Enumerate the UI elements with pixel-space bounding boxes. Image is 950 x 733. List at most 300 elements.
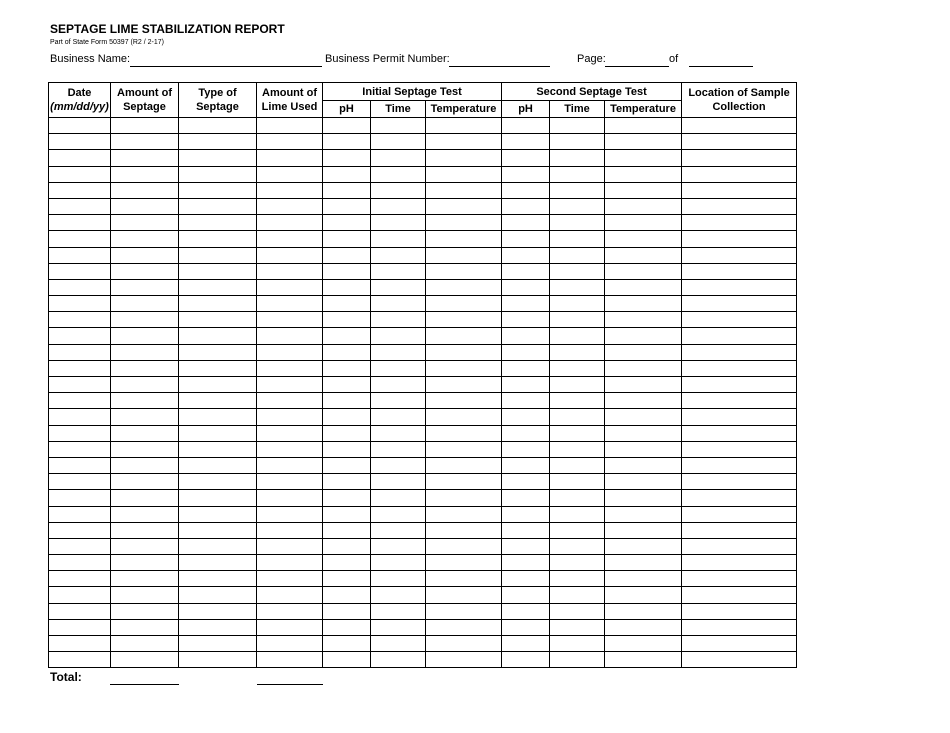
table-cell[interactable]: [179, 522, 257, 538]
table-cell[interactable]: [426, 377, 502, 393]
table-cell[interactable]: [550, 571, 605, 587]
table-cell[interactable]: [257, 636, 323, 652]
table-cell[interactable]: [179, 555, 257, 571]
table-cell[interactable]: [111, 247, 179, 263]
table-cell[interactable]: [323, 538, 371, 554]
table-cell[interactable]: [550, 393, 605, 409]
table-cell[interactable]: [426, 231, 502, 247]
table-cell[interactable]: [502, 263, 550, 279]
table-cell[interactable]: [49, 619, 111, 635]
table-cell[interactable]: [502, 279, 550, 295]
table-cell[interactable]: [605, 360, 682, 376]
table-cell[interactable]: [502, 441, 550, 457]
table-cell[interactable]: [605, 344, 682, 360]
table-cell[interactable]: [323, 409, 371, 425]
table-cell[interactable]: [371, 393, 426, 409]
table-cell[interactable]: [426, 198, 502, 214]
table-cell[interactable]: [682, 344, 797, 360]
table-cell[interactable]: [111, 506, 179, 522]
table-cell[interactable]: [371, 215, 426, 231]
table-cell[interactable]: [371, 360, 426, 376]
table-cell[interactable]: [426, 409, 502, 425]
table-cell[interactable]: [323, 587, 371, 603]
table-cell[interactable]: [49, 587, 111, 603]
table-cell[interactable]: [257, 474, 323, 490]
table-cell[interactable]: [111, 118, 179, 134]
table-cell[interactable]: [371, 425, 426, 441]
table-cell[interactable]: [605, 247, 682, 263]
table-cell[interactable]: [111, 231, 179, 247]
table-cell[interactable]: [426, 360, 502, 376]
table-cell[interactable]: [682, 360, 797, 376]
table-cell[interactable]: [49, 457, 111, 473]
table-cell[interactable]: [550, 263, 605, 279]
table-cell[interactable]: [111, 344, 179, 360]
table-cell[interactable]: [682, 296, 797, 312]
table-cell[interactable]: [371, 247, 426, 263]
table-cell[interactable]: [371, 538, 426, 554]
table-cell[interactable]: [550, 441, 605, 457]
table-cell[interactable]: [49, 490, 111, 506]
table-cell[interactable]: [179, 506, 257, 522]
table-cell[interactable]: [323, 377, 371, 393]
table-cell[interactable]: [502, 457, 550, 473]
table-cell[interactable]: [682, 312, 797, 328]
table-cell[interactable]: [605, 312, 682, 328]
table-cell[interactable]: [111, 166, 179, 182]
permit-number-field[interactable]: [449, 66, 550, 67]
table-cell[interactable]: [179, 538, 257, 554]
table-cell[interactable]: [426, 312, 502, 328]
table-cell[interactable]: [111, 571, 179, 587]
table-cell[interactable]: [371, 619, 426, 635]
table-cell[interactable]: [323, 118, 371, 134]
table-cell[interactable]: [371, 603, 426, 619]
table-cell[interactable]: [502, 603, 550, 619]
table-cell[interactable]: [257, 134, 323, 150]
table-cell[interactable]: [49, 636, 111, 652]
table-cell[interactable]: [605, 490, 682, 506]
table-cell[interactable]: [49, 279, 111, 295]
table-cell[interactable]: [502, 150, 550, 166]
table-cell[interactable]: [605, 571, 682, 587]
table-cell[interactable]: [257, 198, 323, 214]
table-cell[interactable]: [426, 425, 502, 441]
table-cell[interactable]: [502, 328, 550, 344]
table-cell[interactable]: [323, 150, 371, 166]
table-cell[interactable]: [257, 603, 323, 619]
table-cell[interactable]: [550, 409, 605, 425]
table-cell[interactable]: [323, 344, 371, 360]
table-cell[interactable]: [111, 215, 179, 231]
table-cell[interactable]: [49, 150, 111, 166]
table-cell[interactable]: [323, 506, 371, 522]
table-cell[interactable]: [257, 279, 323, 295]
table-cell[interactable]: [550, 587, 605, 603]
table-cell[interactable]: [257, 619, 323, 635]
table-cell[interactable]: [257, 425, 323, 441]
table-cell[interactable]: [257, 247, 323, 263]
table-cell[interactable]: [111, 279, 179, 295]
table-cell[interactable]: [502, 490, 550, 506]
table-cell[interactable]: [426, 166, 502, 182]
table-cell[interactable]: [550, 312, 605, 328]
table-cell[interactable]: [257, 506, 323, 522]
table-cell[interactable]: [111, 425, 179, 441]
table-cell[interactable]: [682, 506, 797, 522]
table-cell[interactable]: [323, 457, 371, 473]
table-cell[interactable]: [682, 377, 797, 393]
table-cell[interactable]: [605, 134, 682, 150]
table-cell[interactable]: [502, 134, 550, 150]
table-cell[interactable]: [502, 571, 550, 587]
table-cell[interactable]: [323, 134, 371, 150]
table-cell[interactable]: [502, 312, 550, 328]
table-cell[interactable]: [371, 328, 426, 344]
table-cell[interactable]: [550, 377, 605, 393]
table-cell[interactable]: [605, 636, 682, 652]
table-cell[interactable]: [682, 328, 797, 344]
table-cell[interactable]: [502, 587, 550, 603]
table-cell[interactable]: [323, 636, 371, 652]
table-cell[interactable]: [49, 312, 111, 328]
table-cell[interactable]: [550, 166, 605, 182]
table-cell[interactable]: [49, 166, 111, 182]
table-cell[interactable]: [682, 490, 797, 506]
table-cell[interactable]: [502, 182, 550, 198]
table-cell[interactable]: [49, 506, 111, 522]
table-cell[interactable]: [111, 587, 179, 603]
table-cell[interactable]: [371, 134, 426, 150]
table-cell[interactable]: [371, 279, 426, 295]
table-cell[interactable]: [257, 587, 323, 603]
table-cell[interactable]: [257, 328, 323, 344]
table-cell[interactable]: [111, 474, 179, 490]
table-cell[interactable]: [323, 425, 371, 441]
table-cell[interactable]: [111, 296, 179, 312]
table-cell[interactable]: [257, 571, 323, 587]
table-cell[interactable]: [179, 215, 257, 231]
table-cell[interactable]: [371, 150, 426, 166]
table-cell[interactable]: [49, 555, 111, 571]
table-cell[interactable]: [605, 425, 682, 441]
table-cell[interactable]: [371, 636, 426, 652]
table-cell[interactable]: [550, 296, 605, 312]
table-cell[interactable]: [111, 652, 179, 668]
table-cell[interactable]: [323, 522, 371, 538]
table-cell[interactable]: [682, 231, 797, 247]
table-cell[interactable]: [371, 490, 426, 506]
table-cell[interactable]: [49, 263, 111, 279]
table-cell[interactable]: [49, 522, 111, 538]
table-cell[interactable]: [49, 425, 111, 441]
table-cell[interactable]: [323, 279, 371, 295]
table-cell[interactable]: [426, 587, 502, 603]
table-cell[interactable]: [179, 360, 257, 376]
table-cell[interactable]: [49, 652, 111, 668]
table-cell[interactable]: [426, 150, 502, 166]
table-cell[interactable]: [111, 457, 179, 473]
table-cell[interactable]: [371, 166, 426, 182]
table-cell[interactable]: [605, 538, 682, 554]
table-cell[interactable]: [111, 328, 179, 344]
table-cell[interactable]: [371, 409, 426, 425]
table-cell[interactable]: [550, 328, 605, 344]
table-cell[interactable]: [179, 474, 257, 490]
table-cell[interactable]: [179, 652, 257, 668]
table-cell[interactable]: [323, 215, 371, 231]
table-cell[interactable]: [605, 182, 682, 198]
table-cell[interactable]: [179, 118, 257, 134]
table-cell[interactable]: [371, 296, 426, 312]
table-cell[interactable]: [605, 619, 682, 635]
total-septage-field[interactable]: [110, 684, 179, 685]
table-cell[interactable]: [426, 538, 502, 554]
table-cell[interactable]: [49, 603, 111, 619]
table-cell[interactable]: [502, 506, 550, 522]
table-cell[interactable]: [502, 474, 550, 490]
table-cell[interactable]: [682, 182, 797, 198]
table-cell[interactable]: [426, 134, 502, 150]
table-cell[interactable]: [257, 490, 323, 506]
table-cell[interactable]: [323, 296, 371, 312]
table-cell[interactable]: [323, 263, 371, 279]
table-cell[interactable]: [257, 538, 323, 554]
table-cell[interactable]: [111, 490, 179, 506]
table-cell[interactable]: [111, 312, 179, 328]
table-cell[interactable]: [426, 328, 502, 344]
table-cell[interactable]: [682, 587, 797, 603]
table-cell[interactable]: [502, 377, 550, 393]
table-cell[interactable]: [179, 344, 257, 360]
page-number-field[interactable]: [605, 66, 669, 67]
table-cell[interactable]: [502, 555, 550, 571]
page-total-field[interactable]: [689, 66, 753, 67]
table-cell[interactable]: [323, 182, 371, 198]
table-cell[interactable]: [426, 571, 502, 587]
table-cell[interactable]: [111, 409, 179, 425]
table-cell[interactable]: [550, 522, 605, 538]
table-cell[interactable]: [323, 619, 371, 635]
table-cell[interactable]: [550, 490, 605, 506]
table-cell[interactable]: [179, 441, 257, 457]
table-cell[interactable]: [426, 457, 502, 473]
table-cell[interactable]: [502, 215, 550, 231]
table-cell[interactable]: [257, 231, 323, 247]
table-cell[interactable]: [111, 393, 179, 409]
table-cell[interactable]: [371, 457, 426, 473]
table-cell[interactable]: [550, 425, 605, 441]
table-cell[interactable]: [179, 279, 257, 295]
table-cell[interactable]: [502, 425, 550, 441]
table-cell[interactable]: [682, 636, 797, 652]
table-cell[interactable]: [550, 555, 605, 571]
table-cell[interactable]: [605, 409, 682, 425]
table-cell[interactable]: [49, 247, 111, 263]
table-cell[interactable]: [257, 312, 323, 328]
table-cell[interactable]: [111, 198, 179, 214]
table-cell[interactable]: [49, 409, 111, 425]
table-cell[interactable]: [502, 198, 550, 214]
table-cell[interactable]: [502, 344, 550, 360]
table-cell[interactable]: [682, 474, 797, 490]
table-cell[interactable]: [49, 328, 111, 344]
table-cell[interactable]: [257, 215, 323, 231]
table-cell[interactable]: [502, 393, 550, 409]
table-cell[interactable]: [49, 231, 111, 247]
table-cell[interactable]: [323, 312, 371, 328]
table-cell[interactable]: [426, 474, 502, 490]
table-cell[interactable]: [502, 166, 550, 182]
table-cell[interactable]: [682, 393, 797, 409]
table-cell[interactable]: [49, 441, 111, 457]
table-cell[interactable]: [682, 425, 797, 441]
table-cell[interactable]: [323, 328, 371, 344]
table-cell[interactable]: [179, 571, 257, 587]
table-cell[interactable]: [502, 538, 550, 554]
table-cell[interactable]: [323, 393, 371, 409]
table-cell[interactable]: [426, 263, 502, 279]
table-cell[interactable]: [257, 166, 323, 182]
table-cell[interactable]: [682, 441, 797, 457]
table-cell[interactable]: [371, 312, 426, 328]
table-cell[interactable]: [605, 474, 682, 490]
table-cell[interactable]: [550, 538, 605, 554]
table-cell[interactable]: [257, 296, 323, 312]
table-cell[interactable]: [179, 247, 257, 263]
table-cell[interactable]: [605, 296, 682, 312]
table-cell[interactable]: [550, 182, 605, 198]
table-cell[interactable]: [682, 166, 797, 182]
table-cell[interactable]: [682, 571, 797, 587]
table-cell[interactable]: [550, 652, 605, 668]
table-cell[interactable]: [605, 393, 682, 409]
table-cell[interactable]: [550, 603, 605, 619]
table-cell[interactable]: [179, 166, 257, 182]
table-cell[interactable]: [257, 360, 323, 376]
table-cell[interactable]: [371, 441, 426, 457]
table-cell[interactable]: [550, 636, 605, 652]
table-cell[interactable]: [426, 603, 502, 619]
table-cell[interactable]: [550, 198, 605, 214]
table-cell[interactable]: [257, 409, 323, 425]
table-cell[interactable]: [502, 296, 550, 312]
table-cell[interactable]: [682, 555, 797, 571]
table-cell[interactable]: [550, 231, 605, 247]
table-cell[interactable]: [605, 506, 682, 522]
table-cell[interactable]: [426, 441, 502, 457]
table-cell[interactable]: [371, 182, 426, 198]
table-cell[interactable]: [426, 344, 502, 360]
table-cell[interactable]: [426, 619, 502, 635]
table-cell[interactable]: [682, 247, 797, 263]
table-cell[interactable]: [323, 555, 371, 571]
table-cell[interactable]: [605, 231, 682, 247]
table-cell[interactable]: [605, 441, 682, 457]
table-cell[interactable]: [682, 409, 797, 425]
table-cell[interactable]: [682, 522, 797, 538]
table-cell[interactable]: [502, 247, 550, 263]
table-cell[interactable]: [49, 118, 111, 134]
table-cell[interactable]: [682, 150, 797, 166]
table-cell[interactable]: [257, 555, 323, 571]
table-cell[interactable]: [49, 182, 111, 198]
table-cell[interactable]: [179, 328, 257, 344]
table-cell[interactable]: [257, 522, 323, 538]
table-cell[interactable]: [502, 636, 550, 652]
table-cell[interactable]: [371, 198, 426, 214]
table-cell[interactable]: [426, 247, 502, 263]
table-cell[interactable]: [371, 118, 426, 134]
table-cell[interactable]: [49, 344, 111, 360]
table-cell[interactable]: [179, 603, 257, 619]
table-cell[interactable]: [605, 263, 682, 279]
table-cell[interactable]: [605, 457, 682, 473]
table-cell[interactable]: [605, 603, 682, 619]
table-cell[interactable]: [179, 490, 257, 506]
table-cell[interactable]: [371, 587, 426, 603]
table-cell[interactable]: [49, 215, 111, 231]
table-cell[interactable]: [682, 538, 797, 554]
table-cell[interactable]: [179, 409, 257, 425]
table-cell[interactable]: [49, 538, 111, 554]
table-cell[interactable]: [111, 441, 179, 457]
table-cell[interactable]: [502, 118, 550, 134]
table-cell[interactable]: [111, 263, 179, 279]
table-cell[interactable]: [426, 296, 502, 312]
table-cell[interactable]: [605, 198, 682, 214]
table-cell[interactable]: [550, 619, 605, 635]
table-cell[interactable]: [502, 360, 550, 376]
table-cell[interactable]: [605, 587, 682, 603]
table-cell[interactable]: [502, 409, 550, 425]
table-cell[interactable]: [179, 393, 257, 409]
table-cell[interactable]: [49, 360, 111, 376]
table-cell[interactable]: [257, 263, 323, 279]
total-lime-field[interactable]: [257, 684, 323, 685]
table-cell[interactable]: [426, 506, 502, 522]
table-cell[interactable]: [179, 425, 257, 441]
table-cell[interactable]: [682, 652, 797, 668]
table-cell[interactable]: [111, 182, 179, 198]
table-cell[interactable]: [179, 198, 257, 214]
table-cell[interactable]: [49, 571, 111, 587]
table-cell[interactable]: [550, 247, 605, 263]
table-cell[interactable]: [605, 328, 682, 344]
table-cell[interactable]: [371, 652, 426, 668]
table-cell[interactable]: [179, 636, 257, 652]
table-cell[interactable]: [605, 118, 682, 134]
table-cell[interactable]: [426, 522, 502, 538]
table-cell[interactable]: [179, 587, 257, 603]
table-cell[interactable]: [323, 231, 371, 247]
table-cell[interactable]: [323, 490, 371, 506]
table-cell[interactable]: [502, 619, 550, 635]
table-cell[interactable]: [49, 296, 111, 312]
table-cell[interactable]: [49, 198, 111, 214]
table-cell[interactable]: [371, 377, 426, 393]
table-cell[interactable]: [111, 150, 179, 166]
table-cell[interactable]: [111, 538, 179, 554]
table-cell[interactable]: [682, 619, 797, 635]
table-cell[interactable]: [257, 182, 323, 198]
table-cell[interactable]: [179, 312, 257, 328]
table-cell[interactable]: [179, 134, 257, 150]
table-cell[interactable]: [550, 457, 605, 473]
table-cell[interactable]: [605, 215, 682, 231]
table-cell[interactable]: [426, 215, 502, 231]
table-cell[interactable]: [49, 377, 111, 393]
